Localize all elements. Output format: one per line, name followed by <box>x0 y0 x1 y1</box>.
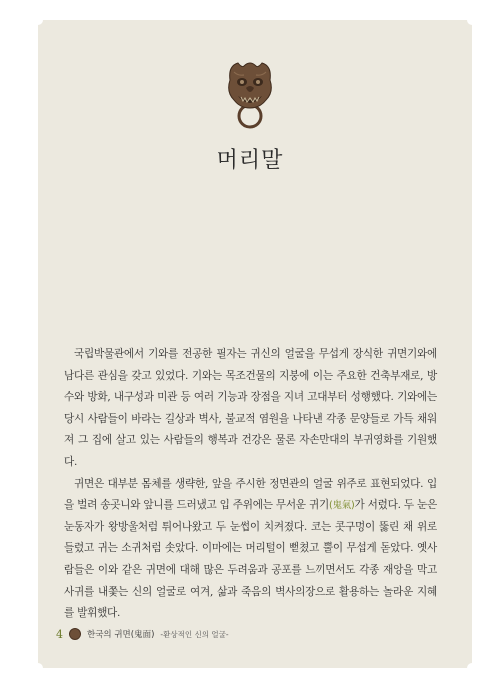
corner-notch <box>467 663 477 673</box>
page-title: 머리말 <box>216 148 284 173</box>
page-footer <box>56 626 229 642</box>
paragraph-1: 국립박물관에서 기와를 전공한 필자는 귀신의 얼굴을 무섭게 장식한 귀면기와에 남다른 관심을 갖고 있었다. 기와는 목조건물의 지붕에 이는 주요한 건축부재로, 방수와 방화, 내구성과 미관 등 여러 기능과 장점을 지녀 고대부터 성행했다. 기와에는 당시 사람들이 바라는 길상과 벽사, 불교적 염원을 나타낸 각종 문양들로 가득 채워져 그 집에 살고 있는 사람들의 행복과 건강은 물론 자손만대의 부귀영화를 기원했다. <box>64 348 437 468</box>
corner-notch <box>33 15 43 25</box>
paragraph-2-text-start: 귀면은 대부분 몸체를 생략한, 앞을 주시한 정면관의 얼굴 위주로 표현되었다. 입을 벌려 송곳니와 앞니를 드러냈고 입 주위에는 무서운 귀기 <box>64 477 437 512</box>
book-subtitle: -환상적인 신의 얼굴- <box>160 629 229 639</box>
demon-mask-door-knocker-icon <box>224 60 276 132</box>
preface-body <box>64 344 437 625</box>
demon-mask-icon <box>69 628 81 640</box>
paragraph-2-text-end: 가 서렸다. 두 눈은 눈동자가 왕방울처럼 튀어나왔고 두 눈썹이 치켜졌다. 코는 콧구멍이 뚫린 채 위로 들렸고 귀는 소귀처럼 솟았다. 이마에는 머리털이 뻗쳤고 뿔이 무섭게 돋았다. 옛사람들은 이와 같은 귀면에 대해 많은 두려움과 공포를 느끼면서도 각종 재앙을 막고 사귀를 내쫓는 신의 얼굴로 여겨, 삶과 죽음의 벽사의장으로 활용하는 놀라운 지혜를 발휘했다. <box>64 499 437 620</box>
corner-notch <box>33 663 43 673</box>
hanja-annotation: (鬼氣) <box>328 500 355 512</box>
page-number: 4 <box>56 627 63 641</box>
book-title: 한국의 귀면(鬼面) <box>87 630 155 640</box>
paragraph-2 <box>64 474 437 625</box>
corner-notch <box>467 15 477 25</box>
